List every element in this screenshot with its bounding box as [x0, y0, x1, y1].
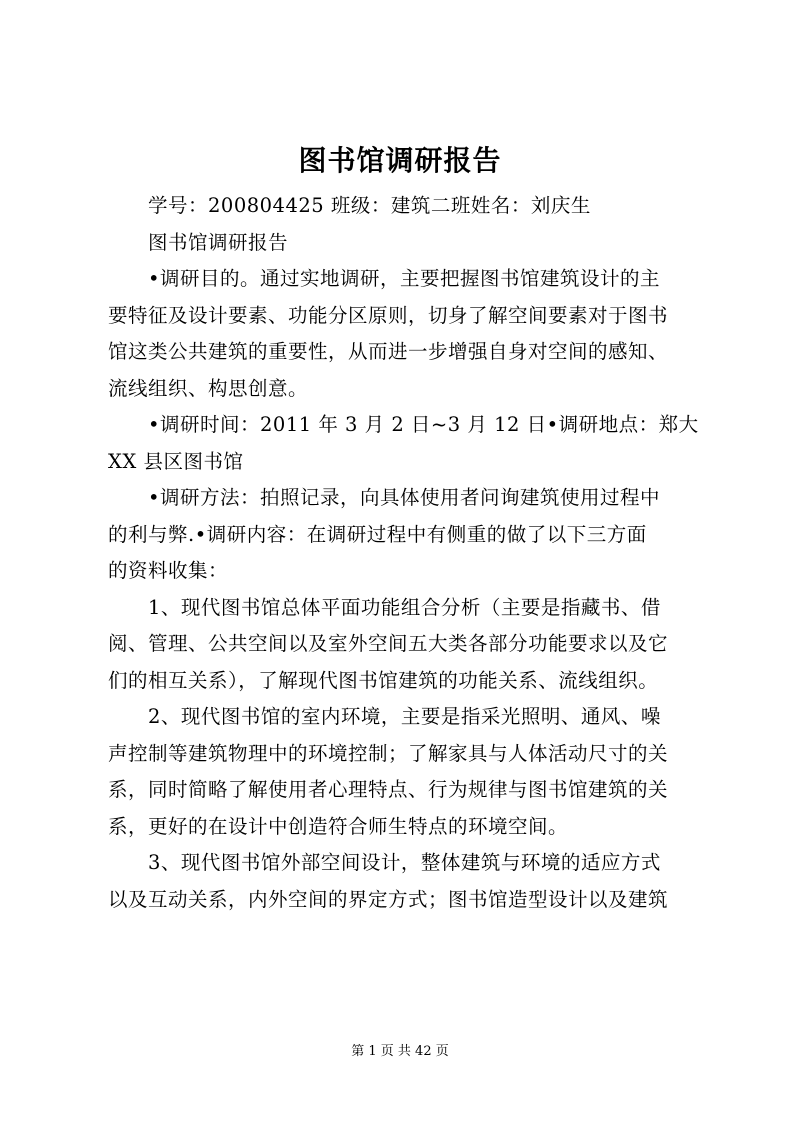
subtitle-line: 图书馆调研报告	[148, 230, 289, 254]
paragraph-line: •调研目的。通过实地调研，主要把握图书馆建筑设计的主	[148, 267, 661, 290]
paragraph-line: 流线组织、构思创意。	[108, 376, 309, 400]
paragraph-line: •调研时间：2011 年 3 月 2 日~3 月 12 日•调研地点：郑大	[148, 413, 699, 436]
document-title: 图书馆调研报告	[298, 144, 502, 177]
paragraph-line: 声控制等建筑物理中的环境控制；了解家具与人体活动尺寸的关	[108, 741, 669, 765]
paragraph-line: 的利与弊.•调研内容：在调研过程中有侧重的做了以下三方面	[108, 522, 647, 546]
paragraph-line: 的资料收集：	[108, 559, 229, 582]
paragraph-line: •调研方法：拍照记录，向具体使用者问询建筑使用过程中	[148, 486, 661, 509]
paragraph-line: 系，同时简略了解使用者心理特点、行为规律与图书馆建筑的关	[108, 778, 669, 801]
paragraph-line: XX 县区图书馆	[108, 449, 244, 473]
document-body	[108, 188, 700, 918]
student-info-line: 学号：200804425 班级：建筑二班姓名：刘庆生	[148, 194, 591, 217]
paragraph-line: 系，更好的在设计中创造符合师生特点的环境空间。	[108, 814, 569, 838]
paragraph-line: 阅、管理、公共空间以及室外空间五大类各部分功能要求以及它	[108, 632, 669, 655]
paragraph-line: 们的相互关系），了解现代图书馆建筑的功能关系、流线组织。	[108, 668, 659, 692]
paragraph-line: 馆这类公共建筑的重要性，从而进一步增强自身对空间的感知、	[108, 340, 669, 363]
paragraph-line: 3、现代图书馆外部空间设计，整体建筑与环境的适应方式	[148, 851, 661, 874]
paragraph-line: 要特征及设计要素、功能分区原则，切身了解空间要素对于图书	[108, 303, 669, 327]
page-footer: 第 1 页 共 42 页	[351, 1044, 449, 1059]
paragraph-line: 以及互动关系，内外空间的界定方式；图书馆造型设计以及建筑	[108, 887, 669, 911]
paragraph-line: 2、现代图书馆的室内环境，主要是指采光照明、通风、噪	[148, 705, 661, 728]
paragraph-line: 1、现代图书馆总体平面功能组合分析（主要是指藏书、借	[148, 595, 661, 619]
